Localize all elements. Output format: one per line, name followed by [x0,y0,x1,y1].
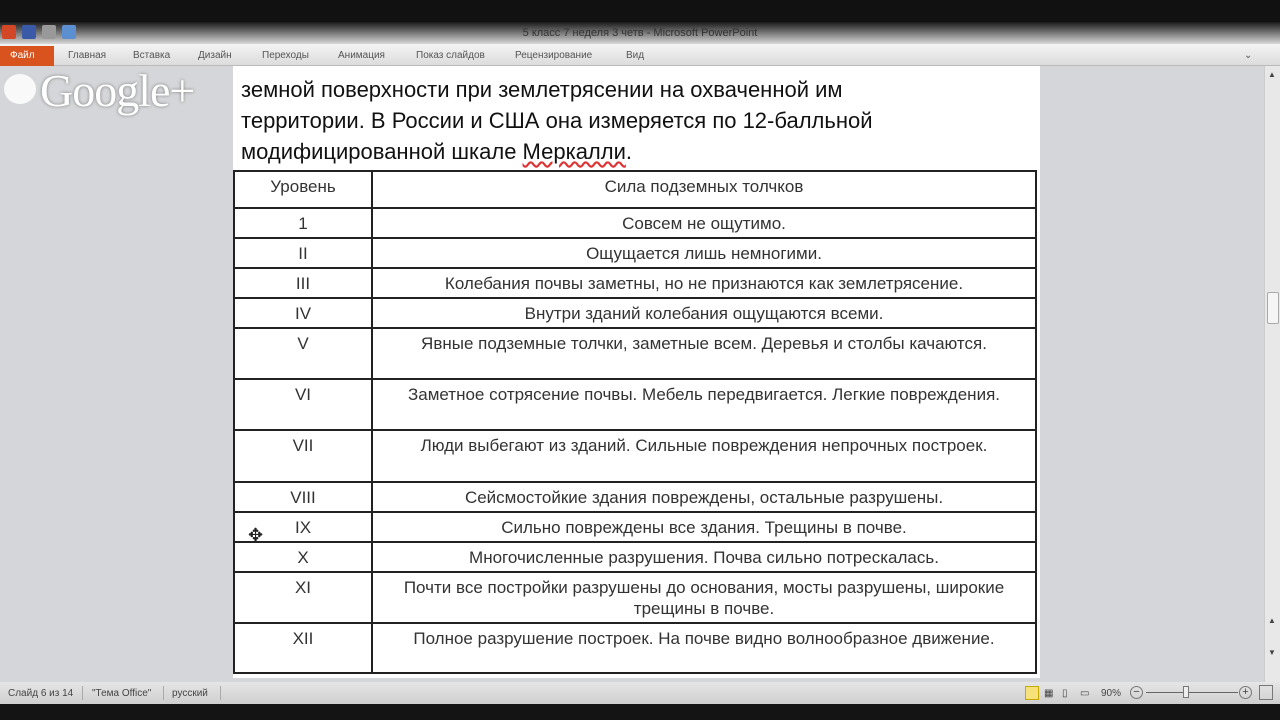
header-strength: Сила подземных толчков [372,171,1036,208]
strength-cell: Полное разрушение построек. На почве видно волнообразное движение. [372,623,1036,673]
tab-file[interactable]: Файл [0,46,54,66]
tab-transitions[interactable]: Переходы [262,50,309,61]
table-row [234,379,1036,430]
strength-cell: Сейсмостойкие здания повреждены, остальные разрушены. [372,482,1036,512]
tab-review[interactable]: Рецензирование [515,50,593,61]
zoom-out-button[interactable]: − [1130,686,1143,699]
level-cell: 1 [234,208,372,238]
level-cell: IX [234,512,372,542]
strength-cell: Колебания почвы заметны, но не признаются как землетрясение. [372,268,1036,298]
normal-view-icon[interactable] [1025,686,1039,700]
vertical-scrollbar[interactable] [1264,66,1280,682]
level-cell: IV [234,298,372,328]
tab-insert[interactable]: Вставка [133,50,171,61]
level-cell: VII [234,430,372,482]
tab-design[interactable]: Дизайн [198,50,232,61]
zoom-in-button[interactable]: + [1239,686,1252,699]
table-row [234,328,1036,379]
strength-cell: Внутри зданий колебания ощущаются всеми. [372,298,1036,328]
top-black-band [0,0,1280,22]
table-row [234,238,1036,268]
slide-counter: Слайд 6 из 14 [8,688,74,699]
table-row [234,542,1036,572]
table-row [234,268,1036,298]
slide-paragraph [241,74,1031,167]
header-level: Уровень [234,171,372,208]
table-row [234,572,1036,623]
para-text: модифицированной шкале [241,139,523,164]
level-cell: III [234,268,372,298]
slide-sorter-icon[interactable]: ▦ [1044,688,1054,699]
para-text: . [625,139,633,164]
reading-view-icon[interactable]: ▯ [1062,688,1068,699]
spellcheck-word: Меркалли [522,139,626,164]
window-title: 5 класс 7 неделя 3 четв - Microsoft PowerPoint [522,27,758,39]
tab-home[interactable]: Главная [68,50,107,61]
table-row [234,512,1036,542]
tab-view[interactable]: Вид [626,50,645,61]
table-row [234,623,1036,673]
zoom-slider[interactable] [1146,692,1238,693]
strength-cell: Совсем не ощутимо. [372,208,1036,238]
tab-slideshow[interactable]: Показ слайдов [416,50,485,61]
slideshow-icon[interactable]: ▭ [1080,688,1090,699]
tab-animations[interactable]: Анимация [338,50,385,61]
mercalli-table [233,170,1037,674]
strength-cell: Почти все постройки разрушены до основания, мосты разрушены, широкие трещины в почве. [372,572,1036,623]
level-cell: XII [234,623,372,673]
google-plus-logo: Google+ [40,65,195,116]
para-line [241,136,1031,167]
level-cell: II [234,238,372,268]
table-row [234,430,1036,482]
next-slide-icon[interactable]: ▼ [1268,648,1276,657]
theme-name[interactable]: "Тема Office" [92,688,152,699]
prev-slide-icon[interactable]: ▲ [1268,616,1276,625]
level-cell: X [234,542,372,572]
scroll-up-icon[interactable]: ▲ [1268,70,1276,79]
ribbon-tabs [0,44,1280,66]
strength-cell: Люди выбегают из зданий. Сильные повреждения непрочных построек. [372,430,1036,482]
strength-cell: Многочисленные разрушения. Почва сильно потрескалась. [372,542,1036,572]
zoom-slider-knob[interactable] [1183,686,1189,698]
ribbon-collapse-icon[interactable]: ⌄ [1244,50,1253,61]
scroll-thumb[interactable] [1267,292,1279,324]
fit-to-window-icon[interactable] [1259,685,1273,700]
strength-cell: Ощущается лишь немногими. [372,238,1036,268]
level-cell: XI [234,572,372,623]
level-cell: V [234,328,372,379]
bottom-black-band [0,704,1280,720]
table-row [234,208,1036,238]
level-cell: VIII [234,482,372,512]
status-bar [0,682,1280,704]
slide-canvas[interactable] [233,66,1040,678]
para-line: земной поверхности при землетрясении на охваченной им [241,77,843,102]
strength-cell: Сильно повреждены все здания. Трещины в почве. [372,512,1036,542]
table-row [234,482,1036,512]
zoom-level[interactable]: 90% [1101,688,1122,699]
para-line: территории. В России и США она измеряется по 12-балльной [241,108,873,133]
level-cell: VI [234,379,372,430]
language[interactable]: русский [172,688,208,699]
title-bar [0,22,1280,44]
strength-cell: Явные подземные толчки, заметные всем. Деревья и столбы качаются. [372,328,1036,379]
strength-cell: Заметное сотрясение почвы. Мебель передвигается. Легкие повреждения. [372,379,1036,430]
table-row [234,298,1036,328]
move-cursor-icon: ✥ [248,525,264,545]
google-hangouts-icon [4,74,36,104]
